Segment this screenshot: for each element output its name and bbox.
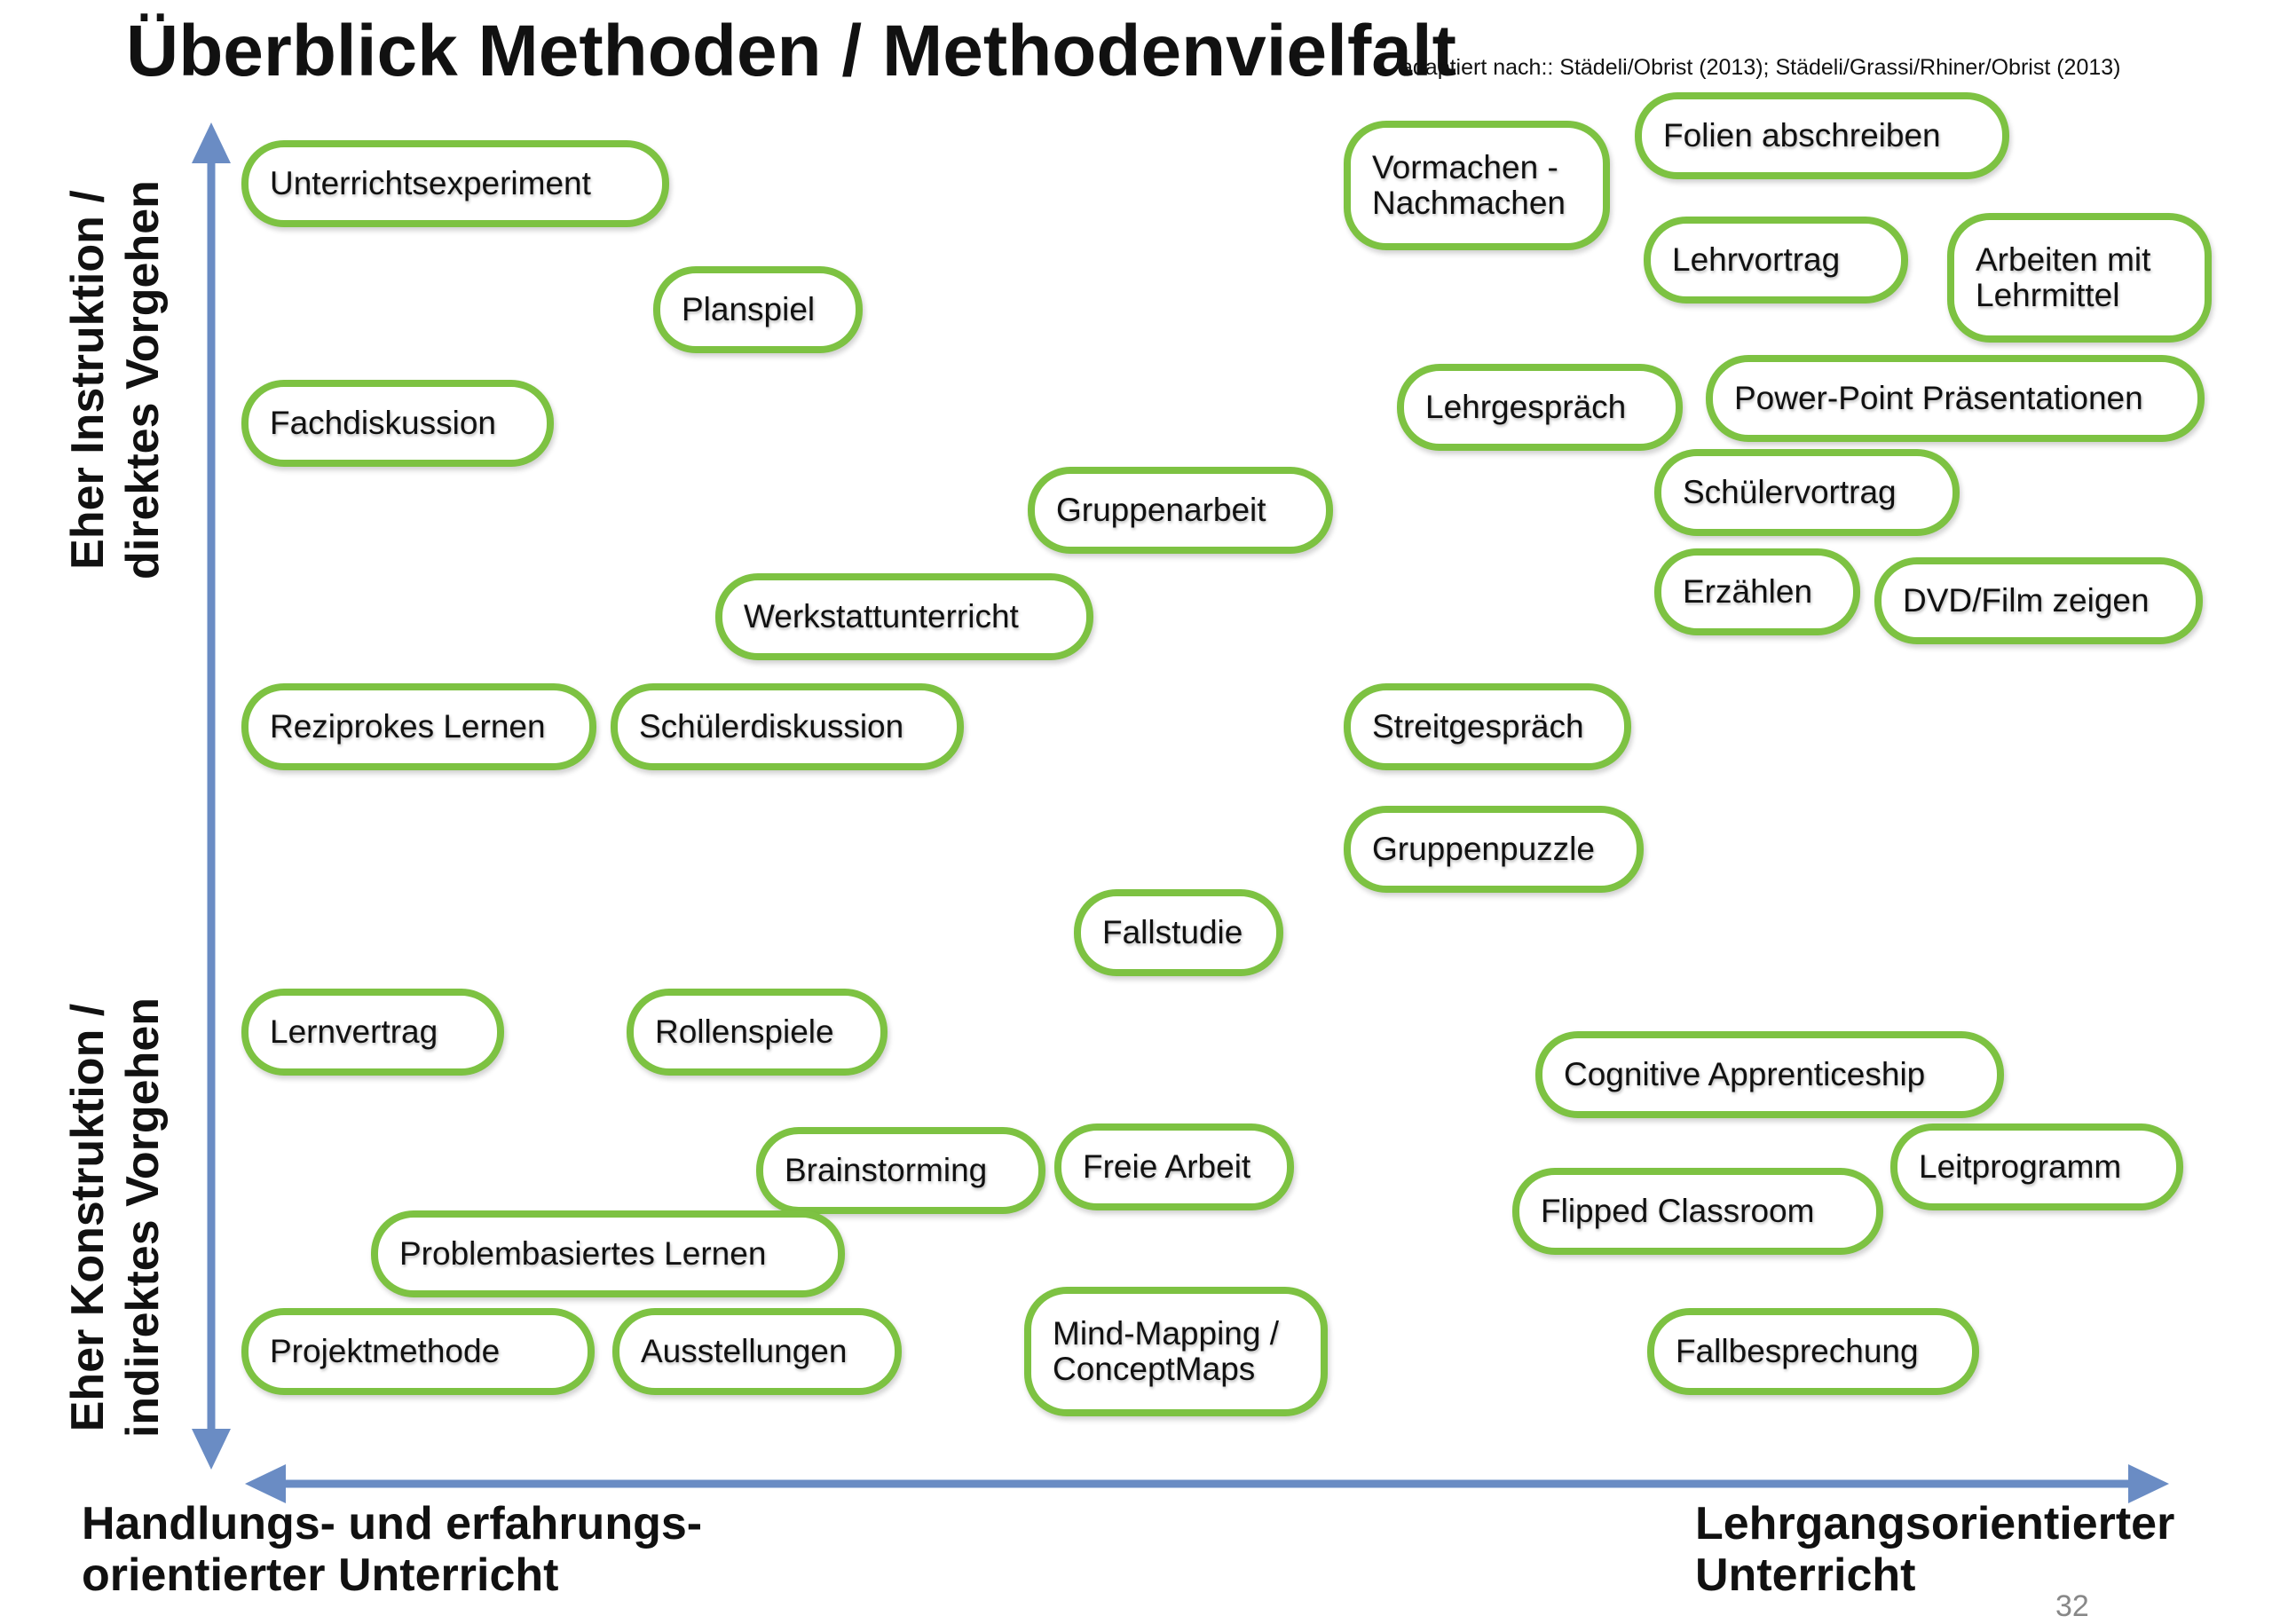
method-fallbesprechung: Fallbesprechung xyxy=(1647,1308,1979,1395)
method-schuelerdiskussion: Schülerdiskussion xyxy=(611,683,964,770)
method-vormachen-nachmachen: Vormachen - Nachmachen xyxy=(1344,121,1610,250)
method-streitgespraech: Streitgespräch xyxy=(1344,683,1631,770)
y-axis-bottom-label xyxy=(60,987,170,1448)
method-gruppenarbeit: Gruppenarbeit xyxy=(1028,467,1333,554)
method-werkstattunterricht: Werkstattunterricht xyxy=(715,573,1093,660)
method-arbeiten-mit-lehrmittel: Arbeiten mit Lehrmittel xyxy=(1947,213,2212,343)
y-axis-top-label-line-1: Eher Instruktion / xyxy=(62,190,114,570)
vertical-axis-arrow xyxy=(192,122,231,1470)
x-axis-right-label xyxy=(1695,1498,2174,1601)
method-schuelervortrag: Schülervortrag xyxy=(1654,449,1960,536)
y-axis-bottom-label-line-2: indirektes Vorgehen xyxy=(117,997,169,1439)
method-lehrgespraech: Lehrgespräch xyxy=(1397,364,1683,451)
method-unterrichtsexperiment: Unterrichtsexperiment xyxy=(241,140,669,227)
method-erzaehlen: Erzählen xyxy=(1654,548,1860,635)
method-fachdiskussion: Fachdiskussion xyxy=(241,380,554,467)
method-leitprogramm: Leitprogramm xyxy=(1890,1123,2183,1210)
x-axis-left-label-line-1: Handlungs- und erfahrungs- xyxy=(82,1498,703,1549)
method-dvd-film-zeigen: DVD/Film zeigen xyxy=(1874,557,2203,644)
method-ausstellungen: Ausstellungen xyxy=(612,1308,902,1395)
page-title: Überblick Methoden / Methodenvielfalt xyxy=(126,11,1456,91)
x-axis-left-label-line-2: orientierter Unterricht xyxy=(82,1549,559,1601)
method-fallstudie: Fallstudie xyxy=(1074,889,1283,976)
method-freie-arbeit: Freie Arbeit xyxy=(1054,1123,1294,1210)
x-axis-left-label xyxy=(82,1498,702,1601)
method-planspiel: Planspiel xyxy=(653,266,863,353)
method-reziprokes-lernen: Reziprokes Lernen xyxy=(241,683,596,770)
x-axis-right-label-line-2: Unterricht xyxy=(1695,1549,1916,1601)
method-problembasiertes-lernen: Problembasiertes Lernen xyxy=(371,1210,845,1297)
method-lehrvortrag: Lehrvortrag xyxy=(1644,217,1908,304)
method-gruppenpuzzle: Gruppenpuzzle xyxy=(1344,806,1644,893)
y-axis-top-label xyxy=(60,176,170,584)
method-flipped-classroom: Flipped Classroom xyxy=(1512,1168,1883,1255)
method-rollenspiele: Rollenspiele xyxy=(627,989,888,1076)
x-axis-right-label-line-1: Lehrgangsorientierter xyxy=(1695,1498,2175,1549)
method-folien-abschreiben: Folien abschreiben xyxy=(1635,92,2009,179)
method-mind-mapping-conceptmaps: Mind-Mapping / ConceptMaps xyxy=(1024,1287,1328,1416)
y-axis-bottom-label-line-1: Eher Konstruktion / xyxy=(62,1003,114,1432)
page-number: 32 xyxy=(2055,1589,2089,1623)
method-brainstorming: Brainstorming xyxy=(756,1127,1045,1214)
source-note: adaptiert nach:: Städeli/Obrist (2013); Städeli/Grassi/Rhiner/Obrist (2013) xyxy=(1400,55,2121,80)
method-power-point-praesentationen: Power-Point Präsentationen xyxy=(1706,355,2205,442)
method-projektmethode: Projektmethode xyxy=(241,1308,595,1395)
method-cognitive-apprenticeship: Cognitive Apprenticeship xyxy=(1535,1031,2004,1118)
y-axis-top-label-line-2: direktes Vorgehen xyxy=(117,180,169,579)
method-lernvertrag: Lernvertrag xyxy=(241,989,504,1076)
